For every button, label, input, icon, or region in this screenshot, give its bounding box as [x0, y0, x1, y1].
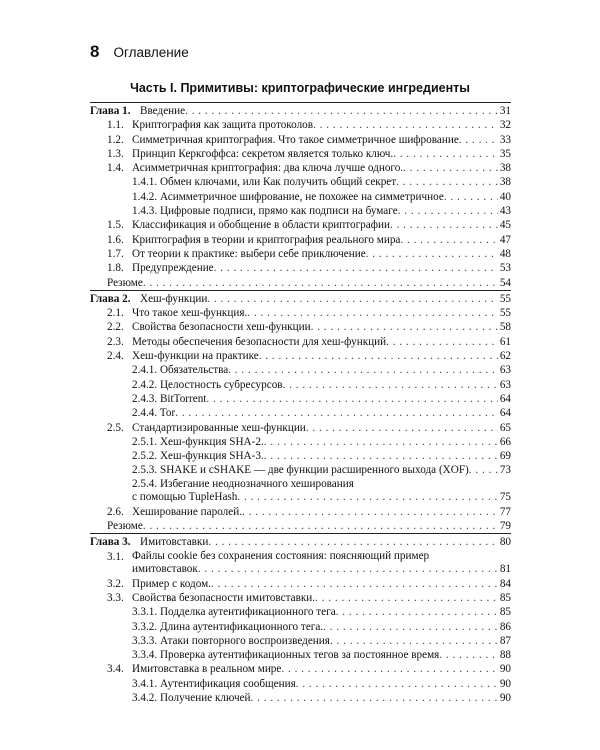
toc-entry-number: 2.2.	[107, 321, 124, 334]
toc-entry-number: 2.4.	[107, 350, 124, 363]
toc-entry-title: Симметричная криптография. Что такое симметричное шифрование	[132, 133, 459, 146]
toc-entry-title-continued: с помощью TupleHash	[132, 491, 238, 504]
running-head	[90, 42, 189, 62]
toc-entry-leader-line	[90, 261, 511, 275]
toc-entry-page: 85	[499, 606, 511, 619]
toc-entry-leader-line	[90, 118, 511, 132]
toc-chapter-label: Глава 2.	[90, 292, 131, 305]
toc-entry	[90, 449, 511, 463]
toc-entry	[90, 605, 511, 619]
toc-entry-page: 35	[499, 147, 511, 160]
toc-chapter-title: Хеш-функции	[140, 292, 208, 305]
toc-chapter	[90, 535, 511, 549]
toc-entry-page: 90	[499, 663, 511, 676]
toc-entry	[90, 118, 511, 132]
toc-entry	[90, 435, 511, 449]
toc-entry-page: 63	[499, 364, 511, 377]
toc-entry-page: 69	[499, 450, 511, 463]
leader-dots	[206, 392, 497, 406]
leader-dots	[264, 449, 498, 463]
toc-entry-page: 86	[499, 620, 511, 633]
toc-entry-leader-line	[90, 306, 511, 320]
toc-entry	[90, 147, 511, 161]
leader-dots	[396, 175, 498, 189]
toc-entry-leader-line	[90, 378, 511, 392]
toc-entry-title: Стандартизированные хеш-функции	[132, 421, 306, 434]
toc-entry-title: Хеш-функции на практике	[132, 350, 259, 363]
toc-entry-title: 2.4.3. BitTorrent	[132, 392, 207, 405]
toc-entry	[90, 320, 511, 334]
toc-entry-leader-line	[90, 320, 511, 334]
toc-entry-title-continued: имитовставок	[132, 563, 198, 576]
toc-entry-leader-line	[90, 535, 511, 549]
toc-entry	[90, 591, 511, 605]
toc-entry-leader-line	[90, 204, 511, 218]
toc-entry-leader-line	[90, 161, 511, 175]
toc-entry-title: Классификация и обобщение в области криптографии	[132, 219, 390, 232]
toc-entry-title: Что такое хеш-функция.	[132, 307, 248, 320]
leader-dots	[400, 233, 497, 247]
leader-dots	[398, 204, 498, 218]
toc-chapter-title: Введение	[140, 105, 186, 117]
toc-entry-leader-line	[90, 691, 511, 705]
leader-dots	[211, 577, 498, 591]
toc-entry	[90, 261, 511, 275]
toc-entry	[90, 247, 511, 261]
toc-entry-number: 3.1.	[107, 550, 124, 563]
leader-dots	[366, 247, 498, 261]
toc-entry-page: 87	[499, 634, 511, 647]
toc-entry-title: Резюме	[107, 276, 143, 289]
toc-entry-number: 1.8.	[107, 262, 124, 275]
toc-chapter-title: Имитовставки	[140, 536, 209, 549]
toc-entry-title: Имитовставка в реальном мире	[132, 663, 282, 676]
leader-dots	[242, 505, 498, 519]
toc-entry-title: Свойства безопасности имитовставки.	[132, 591, 316, 604]
toc-entry-title: Предупреждение	[132, 262, 214, 275]
leader-dots	[251, 691, 498, 705]
toc-entry-leader-line	[90, 648, 511, 662]
leader-dots	[306, 421, 498, 435]
toc-chapter-page: 55	[499, 292, 511, 305]
toc-entry-leader-line	[90, 449, 511, 463]
toc-entry	[90, 306, 511, 320]
toc-entry	[90, 233, 511, 247]
toc-entry-leader-line	[90, 133, 511, 147]
leader-dots	[390, 218, 498, 232]
toc-entry-page: 38	[499, 162, 511, 175]
toc-entry-title: Асимметричная криптография: два ключа лучше одного.	[132, 162, 404, 175]
toc-entry-title: 2.4.4. Tor	[132, 407, 176, 420]
leader-dots	[315, 591, 498, 605]
toc-entry-title: 3.3.4. Проверка аутентификационных тегов за постоянное время	[132, 649, 440, 662]
toc-entry-leader-line	[90, 276, 511, 290]
toc-entry-leader-line	[90, 292, 511, 306]
toc-entry-number: 1.2.	[107, 133, 124, 146]
toc-entry	[90, 363, 511, 377]
toc-entry-leader-line	[90, 335, 511, 349]
toc-entry	[90, 133, 511, 147]
toc-entry-title: Криптография как защита протоколов	[132, 119, 314, 132]
toc-entry-page: 32	[499, 119, 511, 132]
leader-dots	[330, 634, 498, 648]
table-of-contents	[90, 102, 511, 705]
toc-entry	[90, 478, 511, 505]
toc-entry	[90, 463, 511, 477]
toc-entry-title: 1.4.2. Асимметричное шифрование, не похожее на симметричное	[132, 190, 444, 203]
toc-entry-page: 81	[499, 563, 511, 576]
leader-dots	[386, 335, 498, 349]
leader-dots	[393, 147, 498, 161]
toc-entry-page: 40	[499, 190, 511, 203]
leader-dots	[296, 677, 498, 691]
leader-dots	[207, 292, 497, 306]
leader-dots	[185, 104, 498, 118]
toc-chapter	[90, 292, 511, 306]
toc-entry-page: 33	[499, 133, 511, 146]
leader-dots	[228, 363, 498, 377]
toc-entry-title: 1.4.1. Обмен ключами, или Как получить общий секрет	[132, 176, 397, 189]
toc-entry-number: 1.7.	[107, 247, 124, 260]
leader-dots	[143, 276, 498, 290]
toc-entry-title: 2.5.1. Хеш-функция SHA-2.	[132, 435, 264, 448]
toc-entry-title: 3.4.1. Аутентификация сообщения	[132, 677, 296, 690]
toc-entry-page: 54	[499, 276, 511, 289]
toc-entry-page: 61	[499, 335, 511, 348]
toc-entry-leader-line	[90, 406, 511, 420]
running-title: Оглавление	[113, 45, 189, 60]
toc-entry-leader-line	[90, 421, 511, 435]
toc-entry-title: Свойства безопасности хеш-функции	[132, 321, 311, 334]
toc-entry-title: 3.3.3. Атаки повторного воспроизведения	[132, 634, 330, 647]
toc-entry-number: 1.4.	[107, 162, 124, 175]
chapter-rule	[90, 102, 511, 103]
toc-entry-title: 2.4.1. Обязательства	[132, 364, 229, 377]
leader-dots	[439, 648, 498, 662]
toc-entry	[90, 421, 511, 435]
toc-entry	[90, 276, 511, 290]
toc-entry	[90, 218, 511, 232]
toc-entry-page: 75	[499, 491, 511, 504]
toc-entry-page: 43	[499, 205, 511, 218]
leader-dots	[444, 190, 498, 204]
toc-entry-leader-line	[90, 233, 511, 247]
leader-dots	[198, 563, 498, 577]
toc-entry-title: 2.5.4. Избегание неоднозначного хеширования	[132, 477, 354, 490]
toc-entry-page: 79	[499, 520, 511, 533]
toc-entry-number: 3.4.	[107, 663, 124, 676]
leader-dots	[237, 491, 497, 505]
toc-entry	[90, 204, 511, 218]
toc-entry-page: 38	[499, 176, 511, 189]
toc-entry-page: 90	[499, 691, 511, 704]
toc-entry-leader-line	[90, 247, 511, 261]
toc-entry-number: 1.6.	[107, 233, 124, 246]
leader-dots	[311, 320, 498, 334]
leader-dots	[214, 261, 498, 275]
toc-entry-number: 2.3.	[107, 335, 124, 348]
toc-entry	[90, 349, 511, 363]
toc-entry-leader-line	[90, 563, 511, 577]
toc-entry-leader-line	[90, 591, 511, 605]
toc-entry-leader-line	[90, 147, 511, 161]
leader-dots	[283, 378, 498, 392]
toc-entry-page: 73	[499, 464, 511, 477]
toc-entry-leader-line	[90, 175, 511, 189]
toc-entry	[90, 406, 511, 420]
toc-entry-leader-line	[90, 190, 511, 204]
toc-entry-page: 64	[499, 407, 511, 420]
toc-entry-number: 2.1.	[107, 307, 124, 320]
toc-entry-title: Принцип Керкгоффса: секретом является только ключ.	[132, 147, 394, 160]
toc-entry	[90, 505, 511, 519]
toc-entry-page: 84	[499, 577, 511, 590]
toc-entry	[90, 662, 511, 676]
toc-entry	[90, 161, 511, 175]
toc-entry-page: 66	[499, 435, 511, 448]
page-number: 8	[90, 42, 100, 61]
leader-dots	[208, 535, 497, 549]
toc-entry-number: 2.6.	[107, 505, 124, 518]
toc-entry-page: 88	[499, 649, 511, 662]
toc-entry-leader-line	[90, 435, 511, 449]
toc-entry-leader-line	[90, 218, 511, 232]
leader-dots	[175, 406, 498, 420]
toc-entry-page: 90	[499, 677, 511, 690]
toc-chapter-page: 31	[499, 105, 511, 117]
toc-entry-title: Криптография в теории и криптография реального мира	[132, 233, 401, 246]
toc-entry-title: 2.5.2. Хеш-функция SHA-3.	[132, 450, 264, 463]
toc-entry-leader-line	[90, 605, 511, 619]
toc-entry-number: 1.3.	[107, 147, 124, 160]
leader-dots	[259, 349, 498, 363]
toc-entry-page: 85	[499, 591, 511, 604]
toc-entry-page: 63	[499, 378, 511, 391]
toc-entry	[90, 691, 511, 705]
chapter-rule	[90, 533, 511, 534]
toc-entry-number: 3.2.	[107, 577, 124, 590]
toc-entry	[90, 550, 511, 577]
toc-entry-leader-line	[90, 620, 511, 634]
toc-entry-number: 1.5.	[107, 219, 124, 232]
toc-entry-number: 1.1.	[107, 119, 124, 132]
toc-entry	[90, 392, 511, 406]
toc-entry-leader-line	[90, 505, 511, 519]
toc-entry	[90, 577, 511, 591]
toc-entry-page: 65	[499, 421, 511, 434]
leader-dots	[247, 306, 498, 320]
leader-dots	[264, 435, 498, 449]
toc-entry-title: 3.3.2. Длина аутентификационного тега.	[132, 620, 324, 633]
toc-entry-title: 1.4.3. Цифровые подписи, прямо как подписи на бумаге	[132, 205, 398, 218]
toc-entry-title: 2.4.2. Целостность субресурсов	[132, 378, 283, 391]
toc-entry-leader-line	[90, 349, 511, 363]
toc-chapter-label: Глава 3.	[90, 536, 131, 549]
leader-dots	[469, 463, 498, 477]
toc-entry-leader-line	[90, 104, 511, 118]
toc-chapter-page: 80	[499, 536, 511, 549]
toc-entry	[90, 634, 511, 648]
toc-chapter	[90, 104, 511, 118]
toc-entry	[90, 190, 511, 204]
toc-entry-title: Файлы cookie без сохранения состояния: поясняющий пример	[132, 549, 430, 562]
toc-entry	[90, 620, 511, 634]
toc-entry-leader-line	[90, 463, 511, 477]
toc-entry-title: 3.3.1. Подделка аутентификационного тега	[132, 606, 336, 619]
chapter-rule	[90, 290, 511, 291]
toc-entry-page: 45	[499, 219, 511, 232]
toc-entry-title: Хеширование паролей.	[132, 505, 242, 518]
toc-entry-page: 48	[499, 247, 511, 260]
toc-entry-title: Резюме	[107, 520, 143, 533]
leader-dots	[323, 620, 498, 634]
toc-entry-leader-line	[90, 392, 511, 406]
part-title: Часть I. Примитивы: криптографические ингредиенты	[130, 81, 470, 95]
leader-dots	[459, 133, 498, 147]
toc-entry-leader-line	[90, 577, 511, 591]
leader-dots	[313, 118, 498, 132]
toc-entry-leader-line	[90, 634, 511, 648]
toc-entry-page: 62	[499, 350, 511, 363]
toc-entry-page: 77	[499, 505, 511, 518]
toc-entry-page: 53	[499, 262, 511, 275]
toc-entry-page: 47	[499, 233, 511, 246]
toc-entry-title: Пример с кодом.	[132, 577, 211, 590]
toc-entry	[90, 378, 511, 392]
leader-dots	[281, 662, 497, 676]
toc-entry	[90, 677, 511, 691]
toc-entry	[90, 335, 511, 349]
toc-entry-title: От теории к практике: выбери себе приключение	[132, 247, 366, 260]
leader-dots	[143, 519, 498, 533]
toc-entry-leader-line	[90, 662, 511, 676]
toc-entry	[90, 175, 511, 189]
toc-entry-leader-line	[90, 491, 511, 505]
toc-entry-title: Методы обеспечения безопасности для хеш-функций	[132, 335, 387, 348]
toc-entry-page: 58	[499, 321, 511, 334]
toc-entry-leader-line	[90, 519, 511, 533]
toc-entry-leader-line	[90, 363, 511, 377]
leader-dots	[403, 161, 498, 175]
toc-entry-number: 2.5.	[107, 421, 124, 434]
toc-entry-page: 55	[499, 307, 511, 320]
toc-entry-title: 3.4.2. Получение ключей	[132, 691, 251, 704]
toc-entry-page: 64	[499, 392, 511, 405]
toc-entry	[90, 519, 511, 533]
toc-chapter-label: Глава 1.	[90, 105, 131, 117]
toc-entry-number: 3.3.	[107, 591, 124, 604]
toc-entry-leader-line	[90, 677, 511, 691]
toc-entry-title: 2.5.3. SHAKE и cSHAKE — две функции расширенного выхода (XOF)	[132, 464, 469, 477]
leader-dots	[336, 605, 498, 619]
toc-entry	[90, 648, 511, 662]
